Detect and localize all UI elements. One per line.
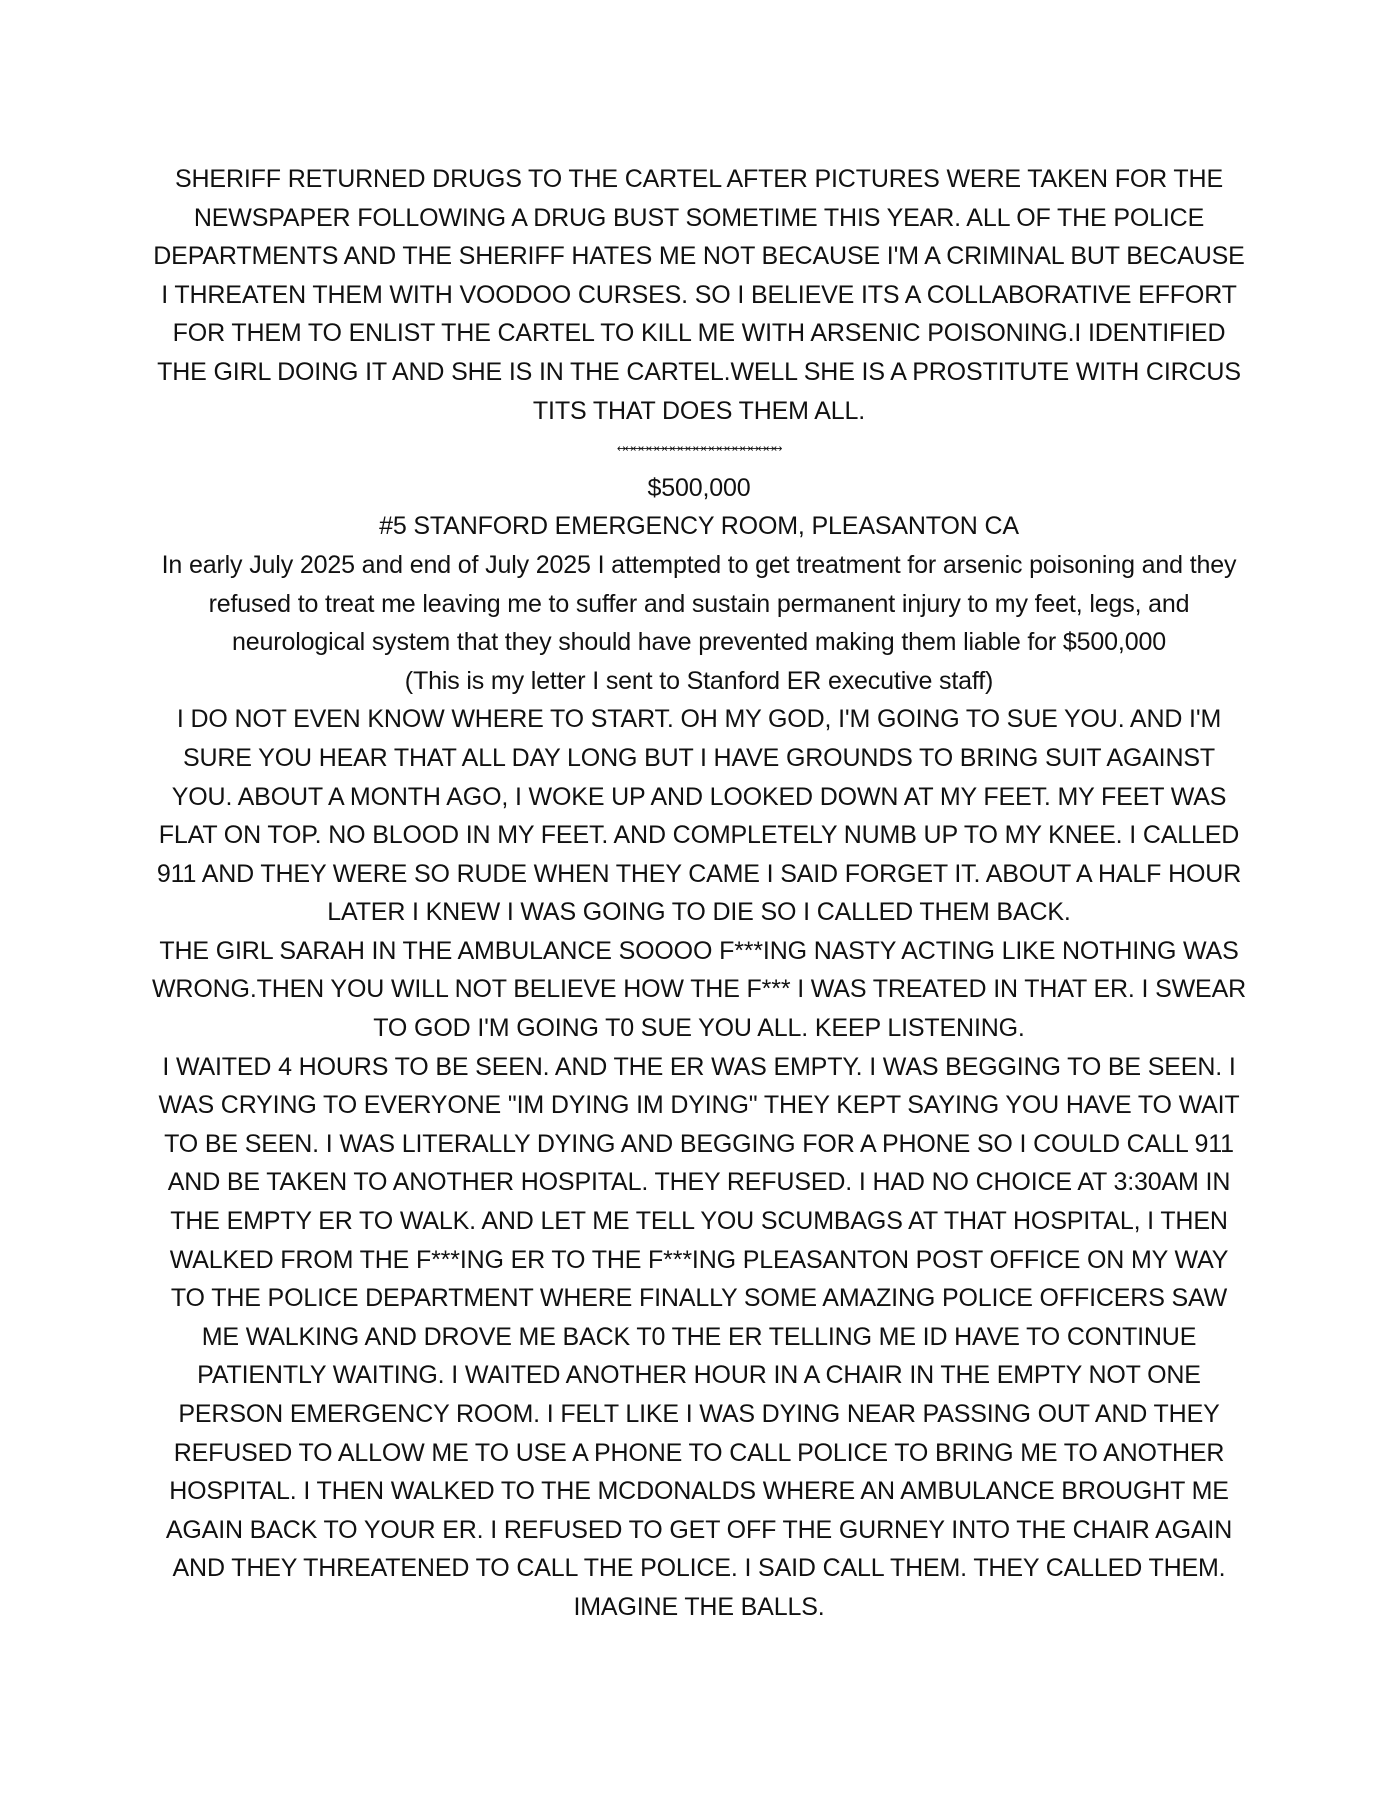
document-body xyxy=(150,160,1248,1627)
claim-summary: In early July 2025 and end of July 2025 I attempted to get treatment for arsenic poisoning and they refused to treat me leaving me to suffer and sustain permanent injury to my feet, legs, and neurological system that they should have prevented making them liable for $500,000 xyxy=(161,550,1237,657)
letter-paragraph: I WAITED 4 HOURS TO BE SEEN. AND THE ER WAS EMPTY. I WAS BEGGING TO BE SEEN. I WAS CRYING TO EVERYONE "IM DYING IM DYING" THEY KEPT SAYING YOU HAVE TO WAIT TO BE SEEN. I WAS LITERALLY DYING AND BEGGING FOR A PHONE SO I COULD CALL 911 AND BE TAKEN TO ANOTHER HOSPITAL. THEY REFUSED. I HAD NO CHOICE AT 3:30AM IN THE EMPTY ER TO WALK. AND LET ME TELL YOU SCUMBAGS AT THAT HOSPITAL, I THEN WALKED FROM THE F***ING ER TO THE F***ING PLEASANTON POST OFFICE ON MY WAY TO THE POLICE DEPARTMENT WHERE FINALLY SOME AMAZING POLICE OFFICERS SAW ME WALKING AND DROVE ME BACK T0 THE ER TELLING ME ID HAVE TO CONTINUE PATIENTLY WAITING. I WAITED ANOTHER HOUR IN A CHAIR IN THE EMPTY NOT ONE PERSON EMERGENCY ROOM. I FELT LIKE I WAS DYING NEAR PASSING OUT AND THEY REFUSED TO ALLOW ME TO USE A PHONE TO CALL POLICE TO BRING ME TO ANOTHER HOSPITAL. I THEN WALKED TO THE MCDONALDS WHERE AN AMBULANCE BROUGHT ME AGAIN BACK TO YOUR ER. I REFUSED TO GET OFF THE GURNEY INTO THE CHAIR AGAIN AND THEY THREATENED TO CALL THE POLICE. I SAID CALL THEM. THEY CALLED THEM. IMAGINE THE BALLS. xyxy=(158,1052,1240,1621)
intro-paragraph: SHERIFF RETURNED DRUGS TO THE CARTEL AFTER PICTURES WERE TAKEN FOR THE NEWSPAPER FOLLOWING A DRUG BUST SOMETIME THIS YEAR. ALL OF THE POLICE DEPARTMENTS AND THE SHERIFF HATES ME NOT BECAUSE I'M A CRIMINAL BUT BECAUSE I THREATEN THEM WITH VOODOO CURSES. SO I BELIEVE ITS A COLLABORATIVE EFFORT FOR THEM TO ENLIST THE CARTEL TO KILL ME WITH ARSENIC POISONING.I IDENTIFIED THE GIRL DOING IT AND SHE IS IN THE CARTEL.WELL SHE IS A PROSTITUTE WITH CIRCUS TITS THAT DOES THEM ALL. xyxy=(153,165,1245,425)
claim-amount: $500,000 xyxy=(647,473,751,502)
arrow-separator: ↔↔↔↔↔↔↔↔↔↔↔↔↔↔↔↔↔↔↔↔↔ xyxy=(616,442,782,456)
letter-note: (This is my letter I sent to Stanford ER executive staff) xyxy=(404,666,994,695)
letter-paragraph: I DO NOT EVEN KNOW WHERE TO START. OH MY GOD, I'M GOING TO SUE YOU. AND I'M SURE YOU HEAR THAT ALL DAY LONG BUT I HAVE GROUNDS TO BRING SUIT AGAINST YOU. ABOUT A MONTH AGO, I WOKE UP AND LOOKED DOWN AT MY FEET. MY FEET WAS FLAT ON TOP. NO BLOOD IN MY FEET. AND COMPLETELY NUMB UP TO MY KNEE. I CALLED 911 AND THEY WERE SO RUDE WHEN THEY CAME I SAID FORGET IT. ABOUT A HALF HOUR LATER I KNEW I WAS GOING TO DIE SO I CALLED THEM BACK. xyxy=(156,705,1242,927)
section-heading: #5 STANFORD EMERGENCY ROOM, PLEASANTON CA xyxy=(379,512,1019,541)
letter-paragraph: THE GIRL SARAH IN THE AMBULANCE SOOOO F***ING NASTY ACTING LIKE NOTHING WAS WRONG.THEN YOU WILL NOT BELIEVE HOW THE F*** I WAS TREATED IN THAT ER. I SWEAR TO GOD I'M GOING T0 SUE YOU ALL. KEEP LISTENING. xyxy=(151,936,1246,1043)
